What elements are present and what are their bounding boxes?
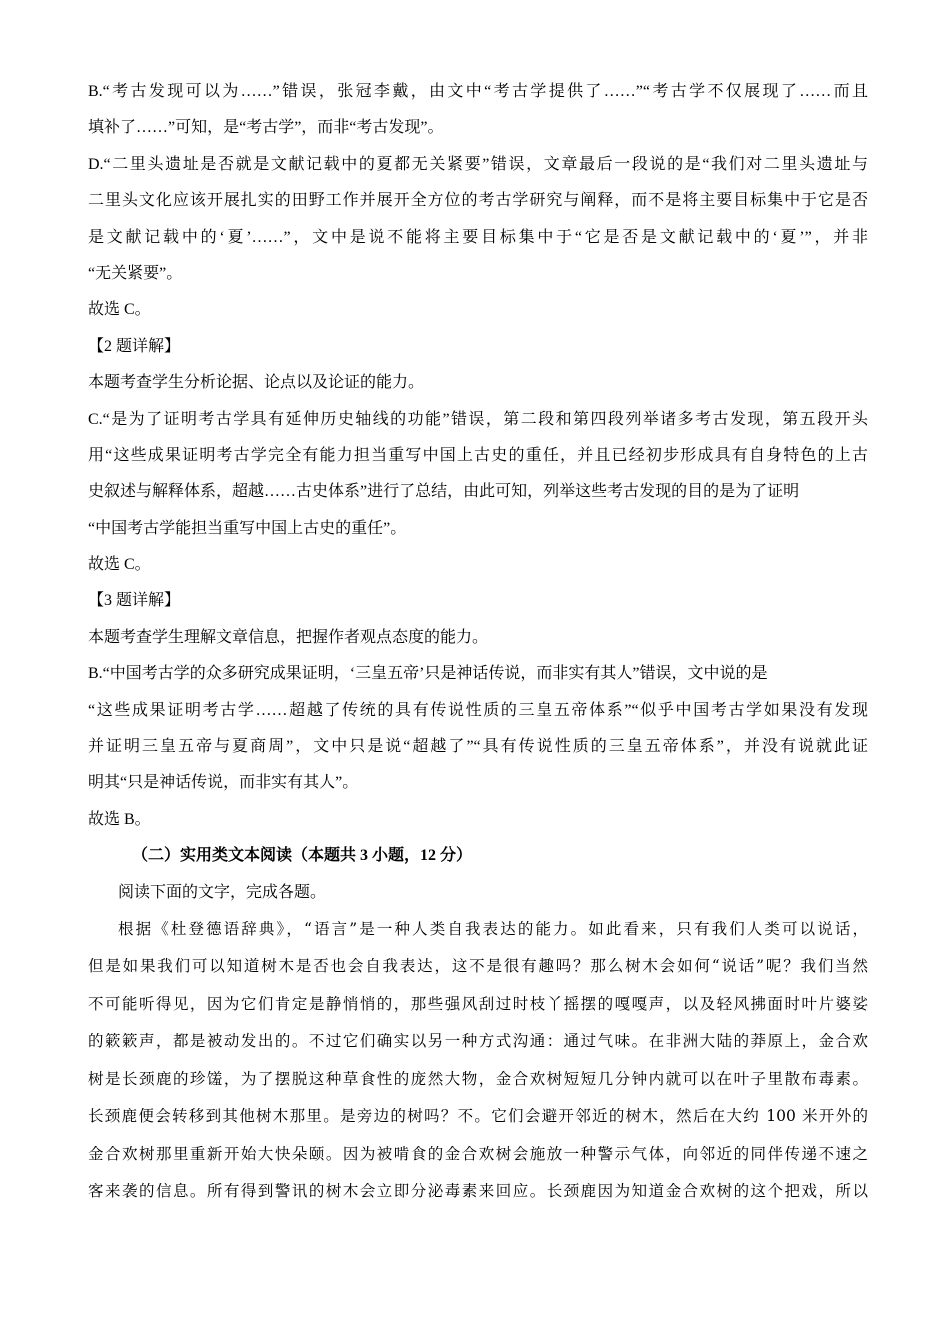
section-heading: （二）实用类文本阅读（本题共 3 小题，12 分） <box>132 847 473 865</box>
q3-intro: 本题考查学生理解文章信息，把握作者观点态度的能力。 <box>88 628 489 646</box>
text-line: 明其“只是神话传说，而非实有其人”。 <box>88 774 359 792</box>
text-line: B.“考古发现可以为……”错误，张冠李戴，由文中“考古学提供了……”“考古学不仅展现了……而且 <box>88 83 868 100</box>
q1-option-b <box>88 74 868 147</box>
text-line: D.“二里头遗址是否就是文献记载中的夏都无关紧要”错误，文章最后一段说的是“我们对二里头遗址与 <box>88 155 868 173</box>
passage-line: 长颈鹿便会转移到其他树木那里。是旁边的树吗？不。它们会避开邻近的树木，然后在大约 100 米开外的 <box>88 1107 868 1126</box>
q3-option-b <box>88 656 868 802</box>
text-line: 填补了……”可知，是“考古学”，而非“考古发现”。 <box>88 119 444 137</box>
reading-passage <box>88 911 868 1211</box>
passage-line: 不可能听得见，因为它们肯定是静悄悄的，那些强风刮过时枝丫摇摆的嘎嘎声，以及轻风拂面时叶片婆娑 <box>88 994 868 1013</box>
text-line: C.“是为了证明考古学具有延伸历史轴线的功能”错误，第二段和第四段列举诸多考古发现，第五段开头 <box>88 410 868 428</box>
text-line: 并证明三皇五帝与夏商周”，文中只是说“超越了”“具有传说性质的三皇五帝体系”，并没有说就此证 <box>88 738 868 756</box>
text-line: B.“中国考古学的众多研究成果证明，‘三皇五帝’只是神话传说，而非实有其人”错误，文中说的是 <box>88 665 768 683</box>
q2-intro: 本题考查学生分析论据、论点以及论证的能力。 <box>88 374 425 392</box>
passage-line: 树是长颈鹿的珍馐，为了摆脱这种草食性的庞然大物，金合欢树短短几分钟内就可以在叶子里散布毒素。 <box>88 1069 868 1088</box>
document-page <box>88 74 868 1211</box>
text-line: 用“这些成果证明考古学完全有能力担当重写中国上古史的重任，并且已经初步形成具有自身特色的上古 <box>88 446 868 464</box>
section-instruction: 阅读下面的文字，完成各题。 <box>118 883 327 901</box>
text-line: “中国考古学能担当重写中国上古史的重任”。 <box>88 519 407 537</box>
text-line: 是文献记载中的‘夏’……”，文中是说不能将主要目标集中于“它是否是文献记载中的‘夏’”，并非 <box>88 228 868 246</box>
passage-line: 根据《杜登德语辞典》，“语言”是一种人类自我表达的能力。如此看来，只有我们人类可以说话， <box>118 919 868 938</box>
text-line: 史叙述与解释体系，超越……古史体系”进行了总结，由此可知，列举这些考古发现的目的是为了证明 <box>88 483 800 501</box>
q2-option-c <box>88 402 868 548</box>
q2-answer: 故选 C。 <box>88 556 151 574</box>
q3-answer: 故选 B。 <box>88 810 151 828</box>
q2-title: 【2 题详解】 <box>88 337 181 355</box>
passage-line: 客来袭的信息。所有得到警讯的树木会立即分泌毒素来回应。长颈鹿因为知道金合欢树的这个把戏，所以 <box>88 1182 868 1201</box>
passage-line: 的簌簌声，都是被动发出的。不过它们确实以另一种方式沟通：通过气味。在非洲大陆的莽原上，金合欢 <box>88 1032 868 1051</box>
q1-option-d <box>88 147 868 293</box>
text-line: 二里头文化应该开展扎实的田野工作并展开全方位的考古学研究与阐释，而不是将主要目标集中于它是否 <box>88 192 868 210</box>
q1-answer: 故选 C。 <box>88 301 151 319</box>
passage-line: 金合欢树那里重新开始大快朵颐。因为被啃食的金合欢树会施放一种警示气体，向邻近的同伴传递不速之 <box>88 1144 868 1163</box>
text-line: “无关紧要”。 <box>88 264 183 282</box>
q3-title: 【3 题详解】 <box>88 592 181 610</box>
passage-line: 但是如果我们可以知道树木是否也会自我表达，这不是很有趣吗？那么树木会如何“说话”呢？我们当然 <box>88 957 868 976</box>
text-line: “这些成果证明考古学……超越了传统的具有传说性质的三皇五帝体系”“似乎中国考古学如果没有发现 <box>88 701 868 719</box>
